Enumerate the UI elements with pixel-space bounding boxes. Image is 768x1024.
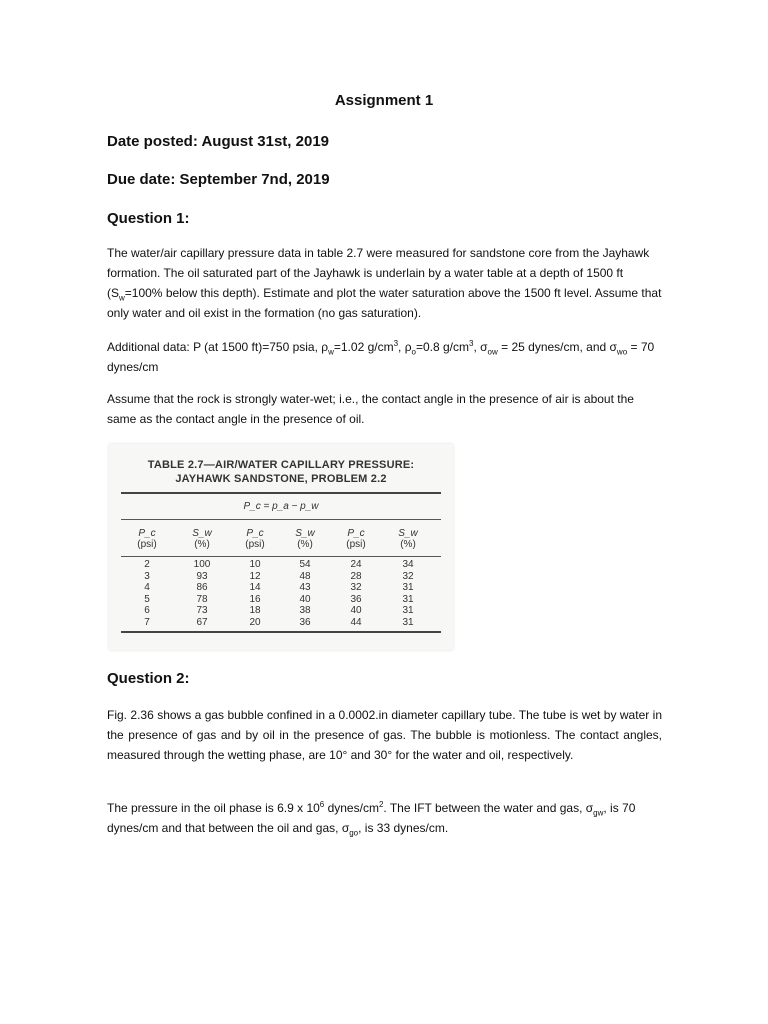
table-top-rule — [121, 492, 441, 494]
table-title-line-1: TABLE 2.7—AIR/WATER CAPILLARY PRESSURE: — [147, 459, 415, 471]
table-col-header: P_c (psi) — [245, 528, 265, 550]
table-bottom-rule — [121, 631, 441, 633]
table-header-rule — [121, 556, 441, 557]
table-col-header: P_c (psi) — [137, 528, 157, 550]
table-column: 34 32 31 31 31 31 — [402, 559, 414, 628]
page-title: Assignment 1 — [334, 92, 434, 109]
table-column: 100 93 86 78 73 67 — [193, 559, 211, 628]
table-col-header: P_c (psi) — [346, 528, 366, 550]
question-2-heading: Question 2: — [107, 670, 190, 687]
question-2-paragraph-2: The pressure in the oil phase is 6.9 x $10^6$ dynes/$cm^2$. The IFT between the water and gas, $\sigma_{gw}$, is 70 dynes/cm and that between the oil and gas, $\sigma_{go}$, is 33 dynes/cm. — [107, 800, 636, 838]
table-column: 24 28 32 36 40 44 — [350, 559, 362, 628]
table-column: 54 48 43 40 38 36 — [299, 559, 311, 628]
table-col-header: S_w (%) — [295, 528, 315, 550]
question-1-assumption: Assume that the rock is strongly water-wet; i.e., the contact angle in the presence of air is about the same as the contact angle in the presence of oil. — [107, 392, 634, 426]
table-col-header: S_w (%) — [398, 528, 418, 550]
table-formula: P_c = p_a − p_w — [243, 501, 319, 512]
table-col-header: S_w (%) — [192, 528, 212, 550]
question-1-paragraph-1: The water/air capillary pressure data in table 2.7 were measured for sandstone core from the Jayhawk formation. The oil saturated part of the Jayhawk is underlain by a water table at a depth of 1500 ft ($S_w=100\%$ below this depth). Estimate and plot the water saturation above the 1500 ft level. Assume that only water and oil exist in the formation (no gas saturation). — [107, 246, 662, 320]
question-2-paragraph-1: Fig. 2.36 shows a gas bubble confined in a 0.0002.in diameter capillary tube. The tube is wet by water in the presence of gas and by oil in the presence of gas. The bubble is motionless. The contact angles, measured through the wetting phase, are 10° and 30° for the water and oil, respectively. — [107, 708, 662, 762]
due-date: Due date: September 7nd, 2019 — [107, 171, 330, 188]
table-title — [109, 444, 453, 486]
date-posted: Date posted: August 31st, 2019 — [107, 133, 330, 150]
table-column: 2 3 4 5 6 7 — [144, 559, 150, 628]
question-1-additional-data: Additional data: P (at 1500 ft)=750 psia, $\rho_w=1.02$ $g/cm^3$, $\rho_o=0.8$ $g/cm^3$, $\sigma_{ow} = 25$ dynes/cm, and $\sigma_{wo} = 70$ dynes/cm — [107, 339, 655, 374]
table-title-line-2: JAYHAWK SANDSTONE, PROBLEM 2.2 — [175, 473, 387, 485]
question-1-heading: Question 1: — [107, 210, 190, 227]
capillary-pressure-table — [109, 444, 453, 650]
table-column: 10 12 14 16 18 20 — [249, 559, 261, 628]
table-formula-rule — [121, 519, 441, 520]
